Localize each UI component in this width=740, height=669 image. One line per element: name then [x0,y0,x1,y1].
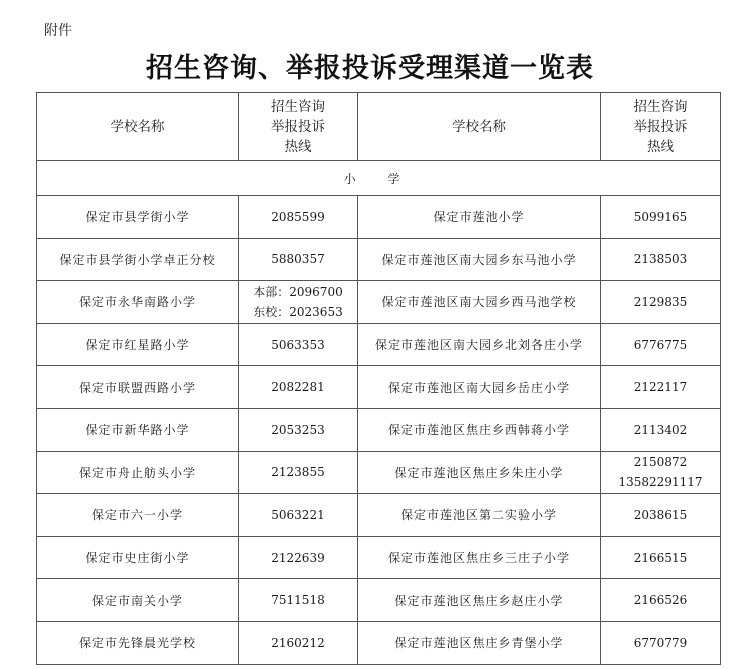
right-school-name: 保定市莲池区南大园乡岳庄小学 [358,366,601,409]
hotline-number: 2160212 [271,635,325,650]
header-row [37,93,721,161]
right-school-name: 保定市莲池区焦庄乡赵庄小学 [358,579,601,622]
hotline-number: 2082281 [271,380,325,395]
left-hotline [239,494,358,537]
left-school-name: 保定市县学街小学 [37,196,239,239]
left-school-name: 保定市新华路小学 [37,408,239,451]
left-hotline [239,323,358,366]
left-school-name: 保定市联盟西路小学 [37,366,239,409]
hotline-number: 13582291117 [618,475,703,490]
hotline-number: 5099165 [633,209,688,224]
right-school-name: 保定市莲池区南大园乡北刘各庄小学 [358,323,601,366]
hotline-number: 7511518 [271,593,325,608]
page-title: 招生咨询、举报投诉受理渠道一览表 [146,53,594,84]
right-school-name: 保定市莲池区焦庄乡朱庄小学 [358,451,601,494]
left-hotline [239,366,358,409]
left-school-name: 保定市红星路小学 [37,323,239,366]
header-hotline-line: 招生咨询 [271,98,325,115]
table-row [37,621,721,664]
left-hotline [239,408,358,451]
right-school-name: 保定市莲池区焦庄乡青堡小学 [358,621,601,664]
hotline-number: 2138503 [633,252,688,267]
right-hotline [601,621,721,664]
header-hotline-line: 举报投诉 [271,118,325,135]
hotline-number: 本部：2096700 [253,284,343,299]
hotline-number: 2113402 [633,422,688,437]
header-hotline-right [601,93,721,161]
hotline-number: 5880357 [271,252,325,267]
right-school-name: 保定市莲池区第二实验小学 [358,494,601,537]
table-row [37,494,721,537]
header-school-name-right: 学校名称 [358,93,601,161]
table-row [37,536,721,579]
left-school-name: 保定市舟止舫头小学 [37,451,239,494]
right-hotline [601,451,721,494]
left-school-name: 保定市史庄街小学 [37,536,239,579]
header-hotline-left [239,93,358,161]
left-school-name: 保定市县学街小学卓正分校 [37,238,239,281]
table-row [37,196,721,239]
left-hotline [239,451,358,494]
hotline-number: 2085599 [271,209,325,224]
hotline-number: 2166515 [633,550,688,565]
section-label: 小 学 [37,161,721,196]
hotline-number: 5063221 [271,507,325,522]
header-hotline-line: 热线 [647,138,674,155]
hotline-number: 5063353 [271,337,325,352]
left-school-name: 保定市先锋晨光学校 [37,621,239,664]
hotline-number: 2053253 [271,422,325,437]
hotline-number: 2123855 [271,465,325,480]
hotline-table [36,92,721,665]
hotline-number: 2150872 [633,455,688,470]
table-row [37,579,721,622]
right-school-name: 保定市莲池区南大园乡东马池小学 [358,238,601,281]
hotline-number: 2122117 [633,380,688,395]
right-hotline [601,366,721,409]
left-school-name: 保定市六一小学 [37,494,239,537]
table-row [37,281,721,324]
right-hotline [601,494,721,537]
left-hotline [239,238,358,281]
right-hotline [601,408,721,451]
table-row [37,238,721,281]
header-hotline-line: 招生咨询 [633,98,688,115]
right-hotline [601,323,721,366]
left-school-name: 保定市南关小学 [37,579,239,622]
right-school-name: 保定市莲池区焦庄乡西韩蒋小学 [358,408,601,451]
right-hotline [601,536,721,579]
right-school-name: 保定市莲池区焦庄乡三庄子小学 [358,536,601,579]
attachment-label: 附件 [44,23,72,39]
right-hotline [601,579,721,622]
left-hotline [239,281,358,324]
header-school-name-left: 学校名称 [37,93,239,161]
right-hotline [601,238,721,281]
right-hotline [601,196,721,239]
table-row [37,451,721,494]
right-school-name: 保定市莲池区南大园乡西马池学校 [358,281,601,324]
hotline-number: 2038615 [633,507,688,522]
table-row [37,323,721,366]
header-hotline-line: 热线 [284,138,312,155]
left-hotline [239,536,358,579]
left-hotline [239,579,358,622]
section-row [37,161,721,196]
right-school-name: 保定市莲池小学 [358,196,601,239]
table-row [37,366,721,409]
hotline-number: 6770779 [633,635,688,650]
hotline-number: 6776775 [633,337,688,352]
left-school-name: 保定市永华南路小学 [37,281,239,324]
left-hotline [239,621,358,664]
hotline-number: 2122639 [271,550,325,565]
header-hotline-line: 举报投诉 [633,118,688,135]
left-hotline [239,196,358,239]
table-row [37,408,721,451]
hotline-number: 2166526 [633,593,688,608]
hotline-number: 2129835 [633,294,688,309]
hotline-number: 东校：2023653 [253,304,343,319]
right-hotline [601,281,721,324]
